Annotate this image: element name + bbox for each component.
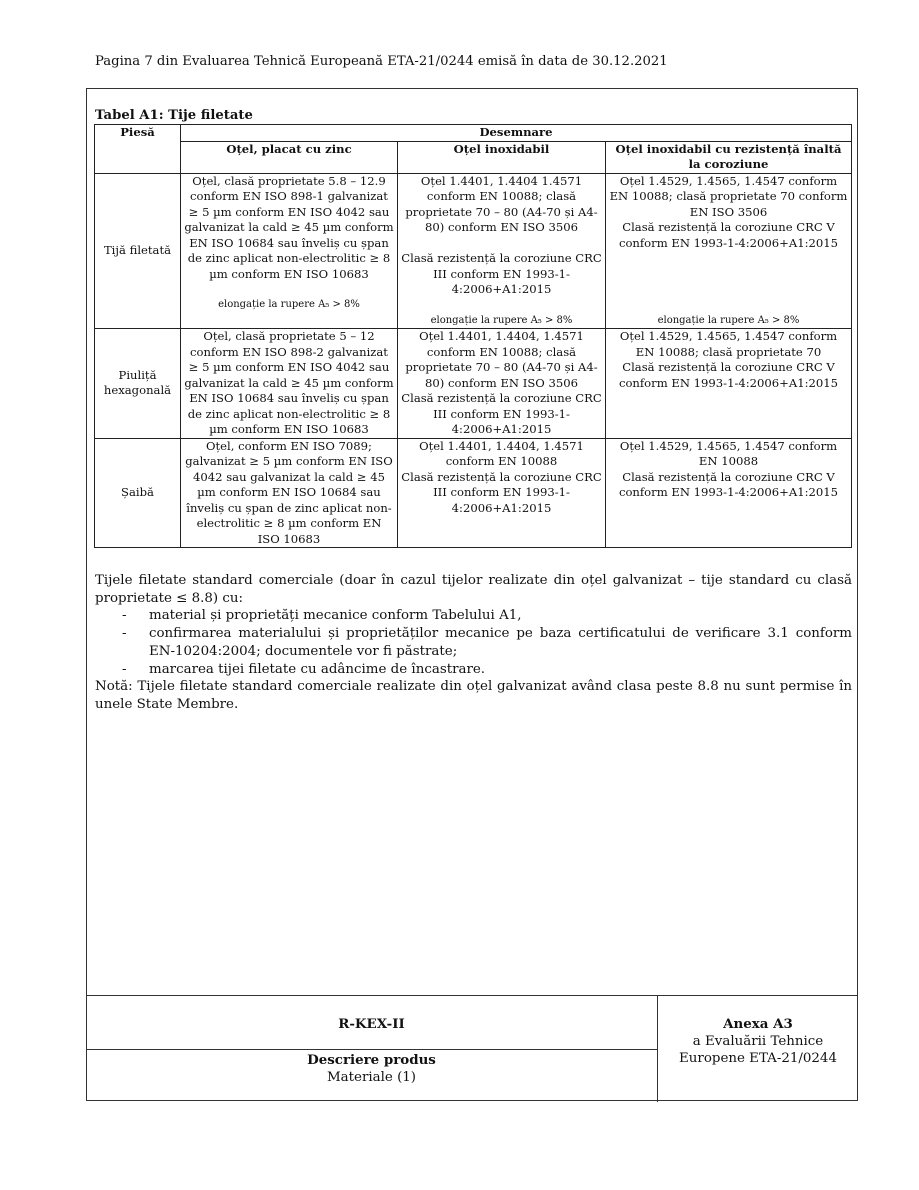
- cell-text: Oțel, conform EN ISO 7089; galvanizat ≥ 5 µm conform EN ISO 4042 sau galvanizat la cald ≥ 45 µm conform EN ISO 10684 sau înveliș cu șpan de zinc aplicat non-electrolitic ≥ 8 µm conform EN ISO 10683: [185, 438, 393, 546]
- list-item-text: confirmarea materialului și proprietăților mecanice pe baza certificatului de verificare 3.1 conform EN-10204:2004; documentele vor fi păstrate;: [149, 626, 852, 659]
- cell-text: Oțel 1.4401, 1.4404, 1.4571 conform EN 10088 Clasă rezistență la coroziune CRC III conform EN 1993-1-4:2006+A1:2015: [401, 438, 602, 515]
- cell-text: Oțel 1.4401, 1.4404, 1.4571 conform EN 10088; clasă proprietate 70 – 80 (A4-70 și A4-80) conform EN ISO 3506 Clasă rezistență la coroziune CRC III conform EN 1993-1-4:2006+A1:2015: [401, 329, 602, 436]
- bullet-dash: -: [122, 626, 127, 642]
- product-description: [86, 1051, 657, 1087]
- table-row: [95, 329, 852, 439]
- table-cell: [606, 173, 852, 329]
- list-item: [95, 607, 852, 625]
- annex-title: Anexa A3: [723, 1016, 793, 1032]
- table-cell: [606, 438, 852, 548]
- notes-intro: Tijele filetate standard comerciale (doar în cazul tijelor realizate din oțel galvanizat – tije standard cu clasă proprietate ≤ 8.8) cu:: [95, 573, 852, 606]
- cell-text: Oțel 1.4529, 1.4565, 1.4547 conform EN 10088; clasă proprietate 70 conform EN ISO 3506 Clasă rezistență la coroziune CRC V conform EN 1993-1-4:2006+A1:2015: [609, 173, 848, 250]
- page-header: Pagina 7 din Evaluarea Tehnică Europeană ETA-21/0244 emisă în data de 30.12.2021: [95, 54, 668, 69]
- annex-line-1: a Evaluării Tehnice: [692, 1034, 824, 1049]
- annex-line-2: Europene ETA-21/0244: [679, 1051, 837, 1066]
- annex-label: [658, 1016, 858, 1067]
- list-item-text: material și proprietăți mecanice conform Tabelului A1,: [149, 608, 522, 624]
- footer-box: [86, 995, 858, 1101]
- table-cell: [181, 173, 398, 329]
- description-title: Descriere produs: [307, 1052, 436, 1068]
- col-header-stainless: Oțel inoxidabil: [398, 141, 606, 173]
- table-cell: [606, 329, 852, 439]
- row-part-name: Șaibă: [95, 438, 181, 548]
- table-subheader-row: [95, 141, 852, 173]
- materials-table: [94, 124, 852, 548]
- cell-text: Oțel, clasă proprietate 5.8 – 12.9 conform EN ISO 898-1 galvanizat ≥ 5 µm conform EN ISO 4042 sau galvanizat la cald ≥ 45 µm conform EN ISO 10684 sau înveliș cu șpan de zinc aplicat non-electrolitic ≥ 8 µm conform EN ISO 10683: [184, 173, 394, 281]
- table-caption: Tabel A1: Tije filetate: [95, 108, 253, 123]
- table-cell: [181, 438, 398, 548]
- description-subtitle: Materiale (1): [326, 1070, 417, 1085]
- footer-divider-horizontal: [86, 1049, 657, 1050]
- list-item: [95, 661, 852, 679]
- cell-text: Oțel 1.4529, 1.4565, 1.4547 conform EN 10088; clasă proprietate 70 Clasă rezistență la coroziune CRC V conform EN 1993-1-4:2006+A1:2015: [618, 329, 839, 390]
- col-header-zinc: Oțel, placat cu zinc: [181, 141, 398, 173]
- elongation-note: elongație la rupere A₅ > 8%: [657, 314, 800, 326]
- col-header-hcr: Oțel inoxidabil cu rezistență înaltă la coroziune: [606, 141, 852, 173]
- elongation-note: elongație la rupere A₅ > 8%: [430, 314, 573, 326]
- table-cell: [398, 438, 606, 548]
- list-item: [95, 625, 852, 660]
- list-item-text: marcarea tijei filetate cu adâncime de încastrare.: [149, 661, 486, 677]
- notes-section: [95, 572, 852, 714]
- bullet-dash: -: [122, 608, 127, 624]
- cell-text: Oțel 1.4529, 1.4565, 1.4547 conform EN 10088 Clasă rezistență la coroziune CRC V conform EN 1993-1-4:2006+A1:2015: [618, 438, 839, 499]
- row-part-name: Tijă filetată: [95, 173, 181, 329]
- col-group-header: Desemnare: [181, 125, 852, 142]
- table-cell: [398, 173, 606, 329]
- row-part-name: Piuliță hexagonală: [95, 329, 181, 439]
- table-cell: [181, 329, 398, 439]
- cell-text: Oțel 1.4401, 1.4404 1.4571 conform EN 10088; clasă proprietate 70 – 80 (A4-70 și A4-80) conform EN ISO 3506 Clasă rezistență la coroziune CRC III conform EN 1993-1-4:2006+A1:2015: [401, 173, 602, 296]
- bullet-dash: -: [122, 661, 127, 677]
- notes-list: [95, 607, 852, 678]
- table-cell: [398, 329, 606, 439]
- elongation-note: elongație la rupere A₅ > 8%: [218, 299, 360, 310]
- notes-remark: Notă: Tijele filetate standard comerciale realizate din oțel galvanizat având clasa peste 8.8 nu sunt permise în unele State Membre.: [95, 679, 852, 712]
- table-header-row: [95, 125, 852, 142]
- table-row: [95, 173, 852, 329]
- cell-text: Oțel, clasă proprietate 5 – 12 conform EN ISO 898-2 galvanizat ≥ 5 µm conform EN ISO 4042 sau galvanizat la cald ≥ 45 µm conform EN ISO 10684 sau înveliș cu șpan de zinc aplicat non-electrolitic ≥ 8 µm conform EN ISO 10683: [184, 329, 394, 436]
- table-row: [95, 438, 852, 548]
- col-part-header: Piesă: [95, 125, 181, 174]
- product-name: R-KEX-II: [338, 1016, 405, 1032]
